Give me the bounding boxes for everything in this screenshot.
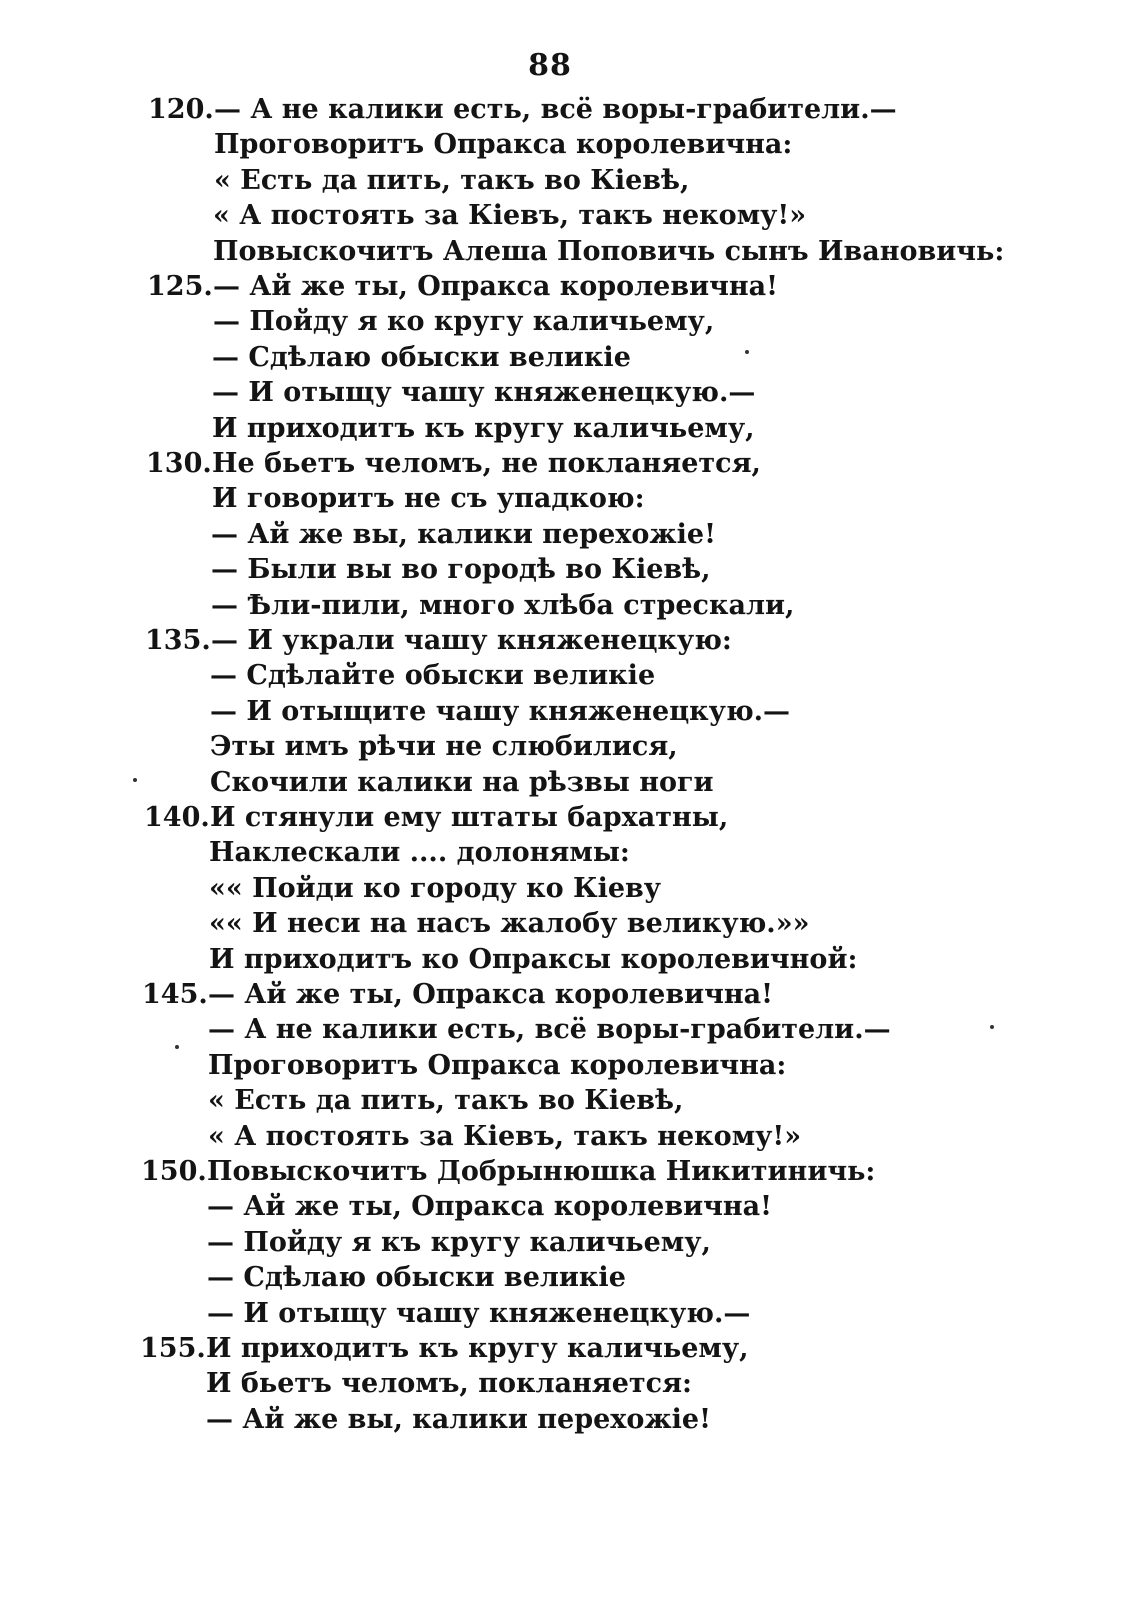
poem-line-text: « А постоять за Кіевъ, такъ некому!»	[213, 200, 807, 232]
line-number: 130.	[146, 448, 212, 479]
poem-line-text: И приходитъ къ кругу каличьему,	[212, 412, 755, 444]
page-number: 88	[528, 48, 572, 83]
poem-line-text: Эты имъ рѣчи не слюбилися,	[210, 731, 678, 763]
poem-line-text: — А не калики есть, всё воры-грабители.—	[208, 1014, 891, 1046]
poem-line-text: И бьетъ челомъ, покланяется:	[206, 1368, 692, 1400]
poem-line-text: — Пойду я къ кругу каличьему,	[207, 1226, 711, 1258]
poem-line-text: — Ай же ты, Опракса королевична!	[207, 1191, 773, 1223]
poem-line-text: — И отыщите чашу княженецкую.—	[210, 695, 791, 727]
poem-line-text: — И отыщу чашу княженецкую.—	[207, 1297, 751, 1329]
ink-speck	[133, 778, 137, 782]
poem-line-text: И приходитъ къ кругу каличьему,	[206, 1333, 749, 1364]
poem-line-text: «« Пойди ко городу ко Кіеву	[209, 872, 662, 904]
poem-line-text: — И отыщу чашу княженецкую.—	[212, 377, 756, 409]
poem-line-text: — Были вы во городѣ во Кіевѣ,	[211, 554, 711, 586]
line-number: 120.	[148, 94, 214, 125]
ink-speck	[990, 1025, 994, 1029]
poem-line-text: Повыскочитъ Алеша Поповичь сынъ Ивановичь:	[213, 235, 1005, 267]
poem-line-text: Не бьетъ челомъ, не покланяется,	[212, 448, 761, 479]
poem-line-text: И говоритъ не съ упадкою:	[212, 483, 645, 515]
poem-line-text: — Пойду я ко кругу каличьему,	[213, 306, 715, 338]
poem-line-text: — Сдѣлаю обыски великіе	[207, 1262, 626, 1294]
poem-line-text: Наклескали .... долонямы:	[209, 837, 630, 869]
line-number: 125.	[147, 271, 213, 302]
line-number: 135.	[145, 625, 211, 656]
poem-line-text: — Ѣли-пили, много хлѣба стрескали,	[211, 589, 795, 621]
poem-line-text: И приходитъ ко Опраксы королевичной:	[209, 943, 858, 975]
poem-line-text: Проговоритъ Опракса королевична:	[214, 129, 793, 161]
poem-line-text: « А постоять за Кіевъ, такъ некому!»	[208, 1120, 802, 1152]
poem-line-text: Скочили калики на рѣзвы ноги	[210, 766, 714, 798]
poem-line-text: « Есть да пить, такъ во Кіевѣ,	[214, 164, 690, 196]
poem-line-text: — Сдѣлаю обыски великіе	[212, 341, 631, 373]
ink-speck	[175, 1045, 179, 1049]
poem-line-text: — Ай же ты, Опракса королевична!	[208, 979, 774, 1010]
poem-line-text: « Есть да пить, такъ во Кіевѣ,	[208, 1085, 684, 1117]
poem-line-text: Повыскочитъ Добрынюшка Никитиничь:	[207, 1156, 876, 1187]
poem-line-text: Проговоритъ Опракса королевична:	[208, 1049, 787, 1081]
line-number: 150.	[141, 1156, 207, 1187]
line-number: 145.	[142, 979, 208, 1010]
line-number: 140.	[144, 802, 210, 833]
poem-line-text: — Ай же вы, калики перехожіе!	[211, 518, 716, 550]
poem-line-text: — А не калики есть, всё воры-грабители.—	[214, 94, 897, 125]
line-number: 155.	[140, 1333, 206, 1364]
poem-line-text: — И украли чашу княженецкую:	[211, 625, 732, 656]
poem-line-text: — Сдѣлайте обыски великіе	[210, 660, 656, 692]
poem-line-text: И стянули ему штаты бархатны,	[210, 802, 729, 833]
poem-line-text: — Ай же вы, калики перехожіе!	[206, 1403, 711, 1435]
ink-speck	[745, 350, 749, 354]
poem-line-text: «« И неси на насъ жалобу великую.»»	[209, 908, 810, 940]
poem-line-text: — Ай же ты, Опракса королевична!	[213, 271, 779, 302]
